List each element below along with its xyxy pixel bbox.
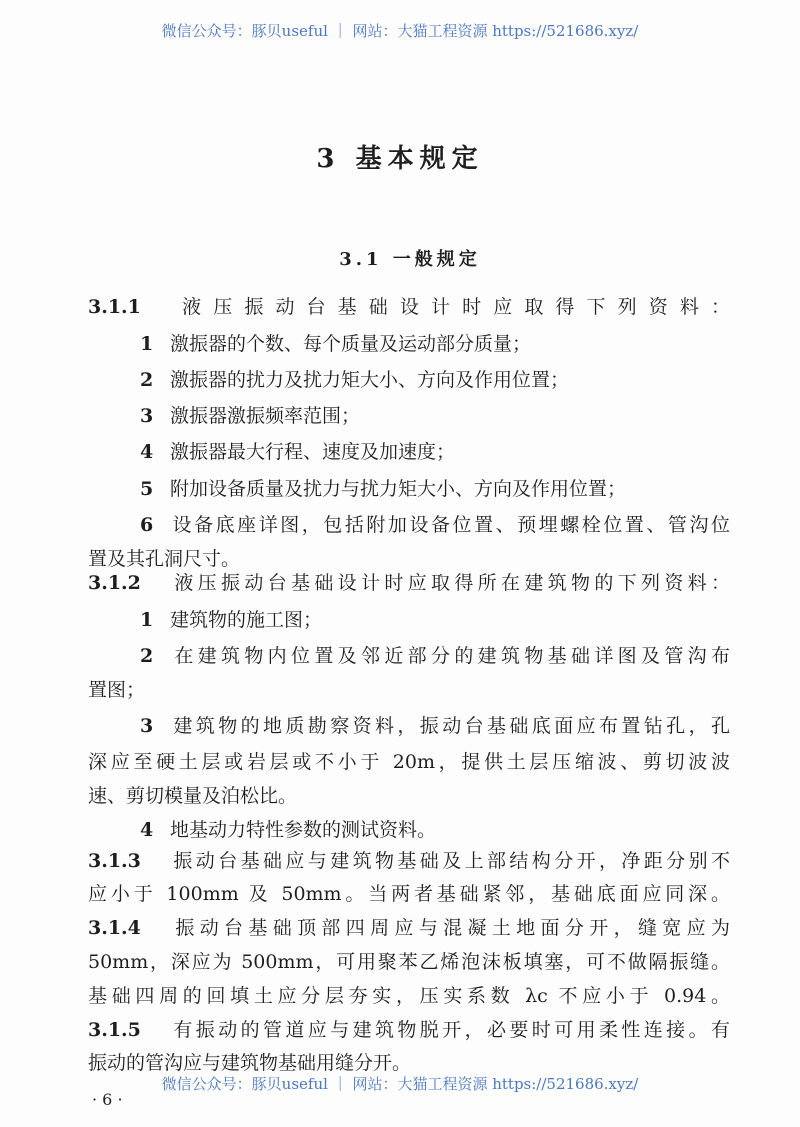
clause-continuation <box>88 950 730 974</box>
clause-text: 地基动力特性参数的测试资料。 <box>170 819 437 841</box>
clause-text: 速、剪切模量及泊松比。 <box>88 785 298 807</box>
clause-line <box>140 644 730 668</box>
clause-line <box>88 849 730 873</box>
clause-text: 激振器的个数、每个质量及运动部分质量； <box>170 333 532 355</box>
clause-continuation <box>88 547 240 571</box>
chapter-title: 3 基本规定 <box>316 144 484 174</box>
clause-number: 2 <box>140 369 154 391</box>
clause-line <box>140 608 322 632</box>
clause-number: 1 <box>140 333 154 355</box>
clause-text: 激振器激振频率范围； <box>170 405 361 427</box>
clause-number: 4 <box>140 819 154 841</box>
page-number: · 6 · <box>92 1090 123 1109</box>
clause-number: 3 <box>140 405 154 427</box>
clause-line <box>88 916 730 940</box>
clause-text: 设备底座详图，包括附加设备位置、预埋螺栓位置、管沟位 <box>170 514 730 536</box>
clause-number: 3.1.4 <box>88 917 141 939</box>
clause-continuation <box>88 784 297 808</box>
clause-text: 建筑物的施工图； <box>170 609 323 631</box>
clause-line <box>140 332 531 356</box>
section-title: 3.1 一般规定 <box>339 249 481 270</box>
clause-continuation <box>88 1051 411 1075</box>
clause-line <box>88 571 730 595</box>
clause-number: 4 <box>140 441 154 463</box>
clause-number: 5 <box>140 478 154 500</box>
clause-text: 置及其孔洞尺寸。 <box>88 548 241 570</box>
clause-text: 激振器最大行程、速度及加速度； <box>170 441 456 463</box>
clause-number: 3.1.1 <box>88 296 141 318</box>
clause-line <box>140 818 436 842</box>
clause-text: 应小于 100mm 及 50mm。当两者基础紧邻，基础底面应同深。 <box>88 883 730 905</box>
clause-line <box>140 513 730 537</box>
clause-number: 1 <box>140 609 154 631</box>
watermark-top: 微信公众号：豚贝useful ｜ 网站：大猫工程资源 https://521686.xyz/ <box>161 22 639 40</box>
clause-line <box>140 714 730 738</box>
clause-text: 振动台基础顶部四周应与混凝土地面分开，缝宽应为 <box>170 917 730 939</box>
clause-line <box>140 404 360 428</box>
clause-line <box>88 1018 730 1042</box>
clause-number: 3.1.2 <box>88 572 141 594</box>
clause-continuation <box>88 882 730 906</box>
clause-continuation <box>88 678 145 702</box>
clause-line <box>140 477 626 501</box>
clause-text: 建筑物的地质勘察资料，振动台基础底面应布置钻孔，孔 <box>170 715 730 737</box>
clause-text: 振动的管沟应与建筑物基础用缝分开。 <box>88 1052 412 1074</box>
clause-continuation <box>88 984 730 1008</box>
clause-text: 附加设备质量及扰力与扰力矩大小、方向及作用位置； <box>170 478 627 500</box>
clause-text: 液压振动台基础设计时应取得所在建筑物的下列资料： <box>170 572 730 594</box>
clause-number: 3 <box>140 715 154 737</box>
clause-line <box>88 295 730 319</box>
clause-text: 振动台基础应与建筑物基础及上部结构分开，净距分别不 <box>170 850 730 872</box>
clause-line <box>140 368 569 392</box>
clause-text: 50mm，深应为 500mm，可用聚苯乙烯泡沫板填塞，可不做隔振缝。 <box>88 951 730 973</box>
clause-number: 3.1.3 <box>88 850 141 872</box>
clause-text: 有振动的管道应与建筑物脱开，必要时可用柔性连接。有 <box>170 1019 730 1041</box>
clause-text: 激振器的扰力及扰力矩大小、方向及作用位置； <box>170 369 570 391</box>
clause-number: 6 <box>140 514 154 536</box>
clause-continuation <box>88 750 730 774</box>
watermark-bottom: 微信公众号：豚贝useful ｜ 网站：大猫工程资源 https://521686.xyz/ <box>161 1075 639 1093</box>
clause-line <box>140 440 455 464</box>
clause-number: 2 <box>140 645 154 667</box>
clause-text: 在建筑物内位置及邻近部分的建筑物基础详图及管沟布 <box>170 645 730 667</box>
clause-text: 深应至硬土层或岩层或不小于 20m，提供土层压缩波、剪切波波 <box>88 751 730 773</box>
clause-number: 3.1.5 <box>88 1019 141 1041</box>
clause-text: 基础四周的回填土应分层夯实，压实系数 λc 不应小于 0.94。 <box>88 985 730 1007</box>
clause-text: 液压振动台基础设计时应取得下列资料： <box>170 296 730 318</box>
clause-text: 置图； <box>88 679 146 701</box>
